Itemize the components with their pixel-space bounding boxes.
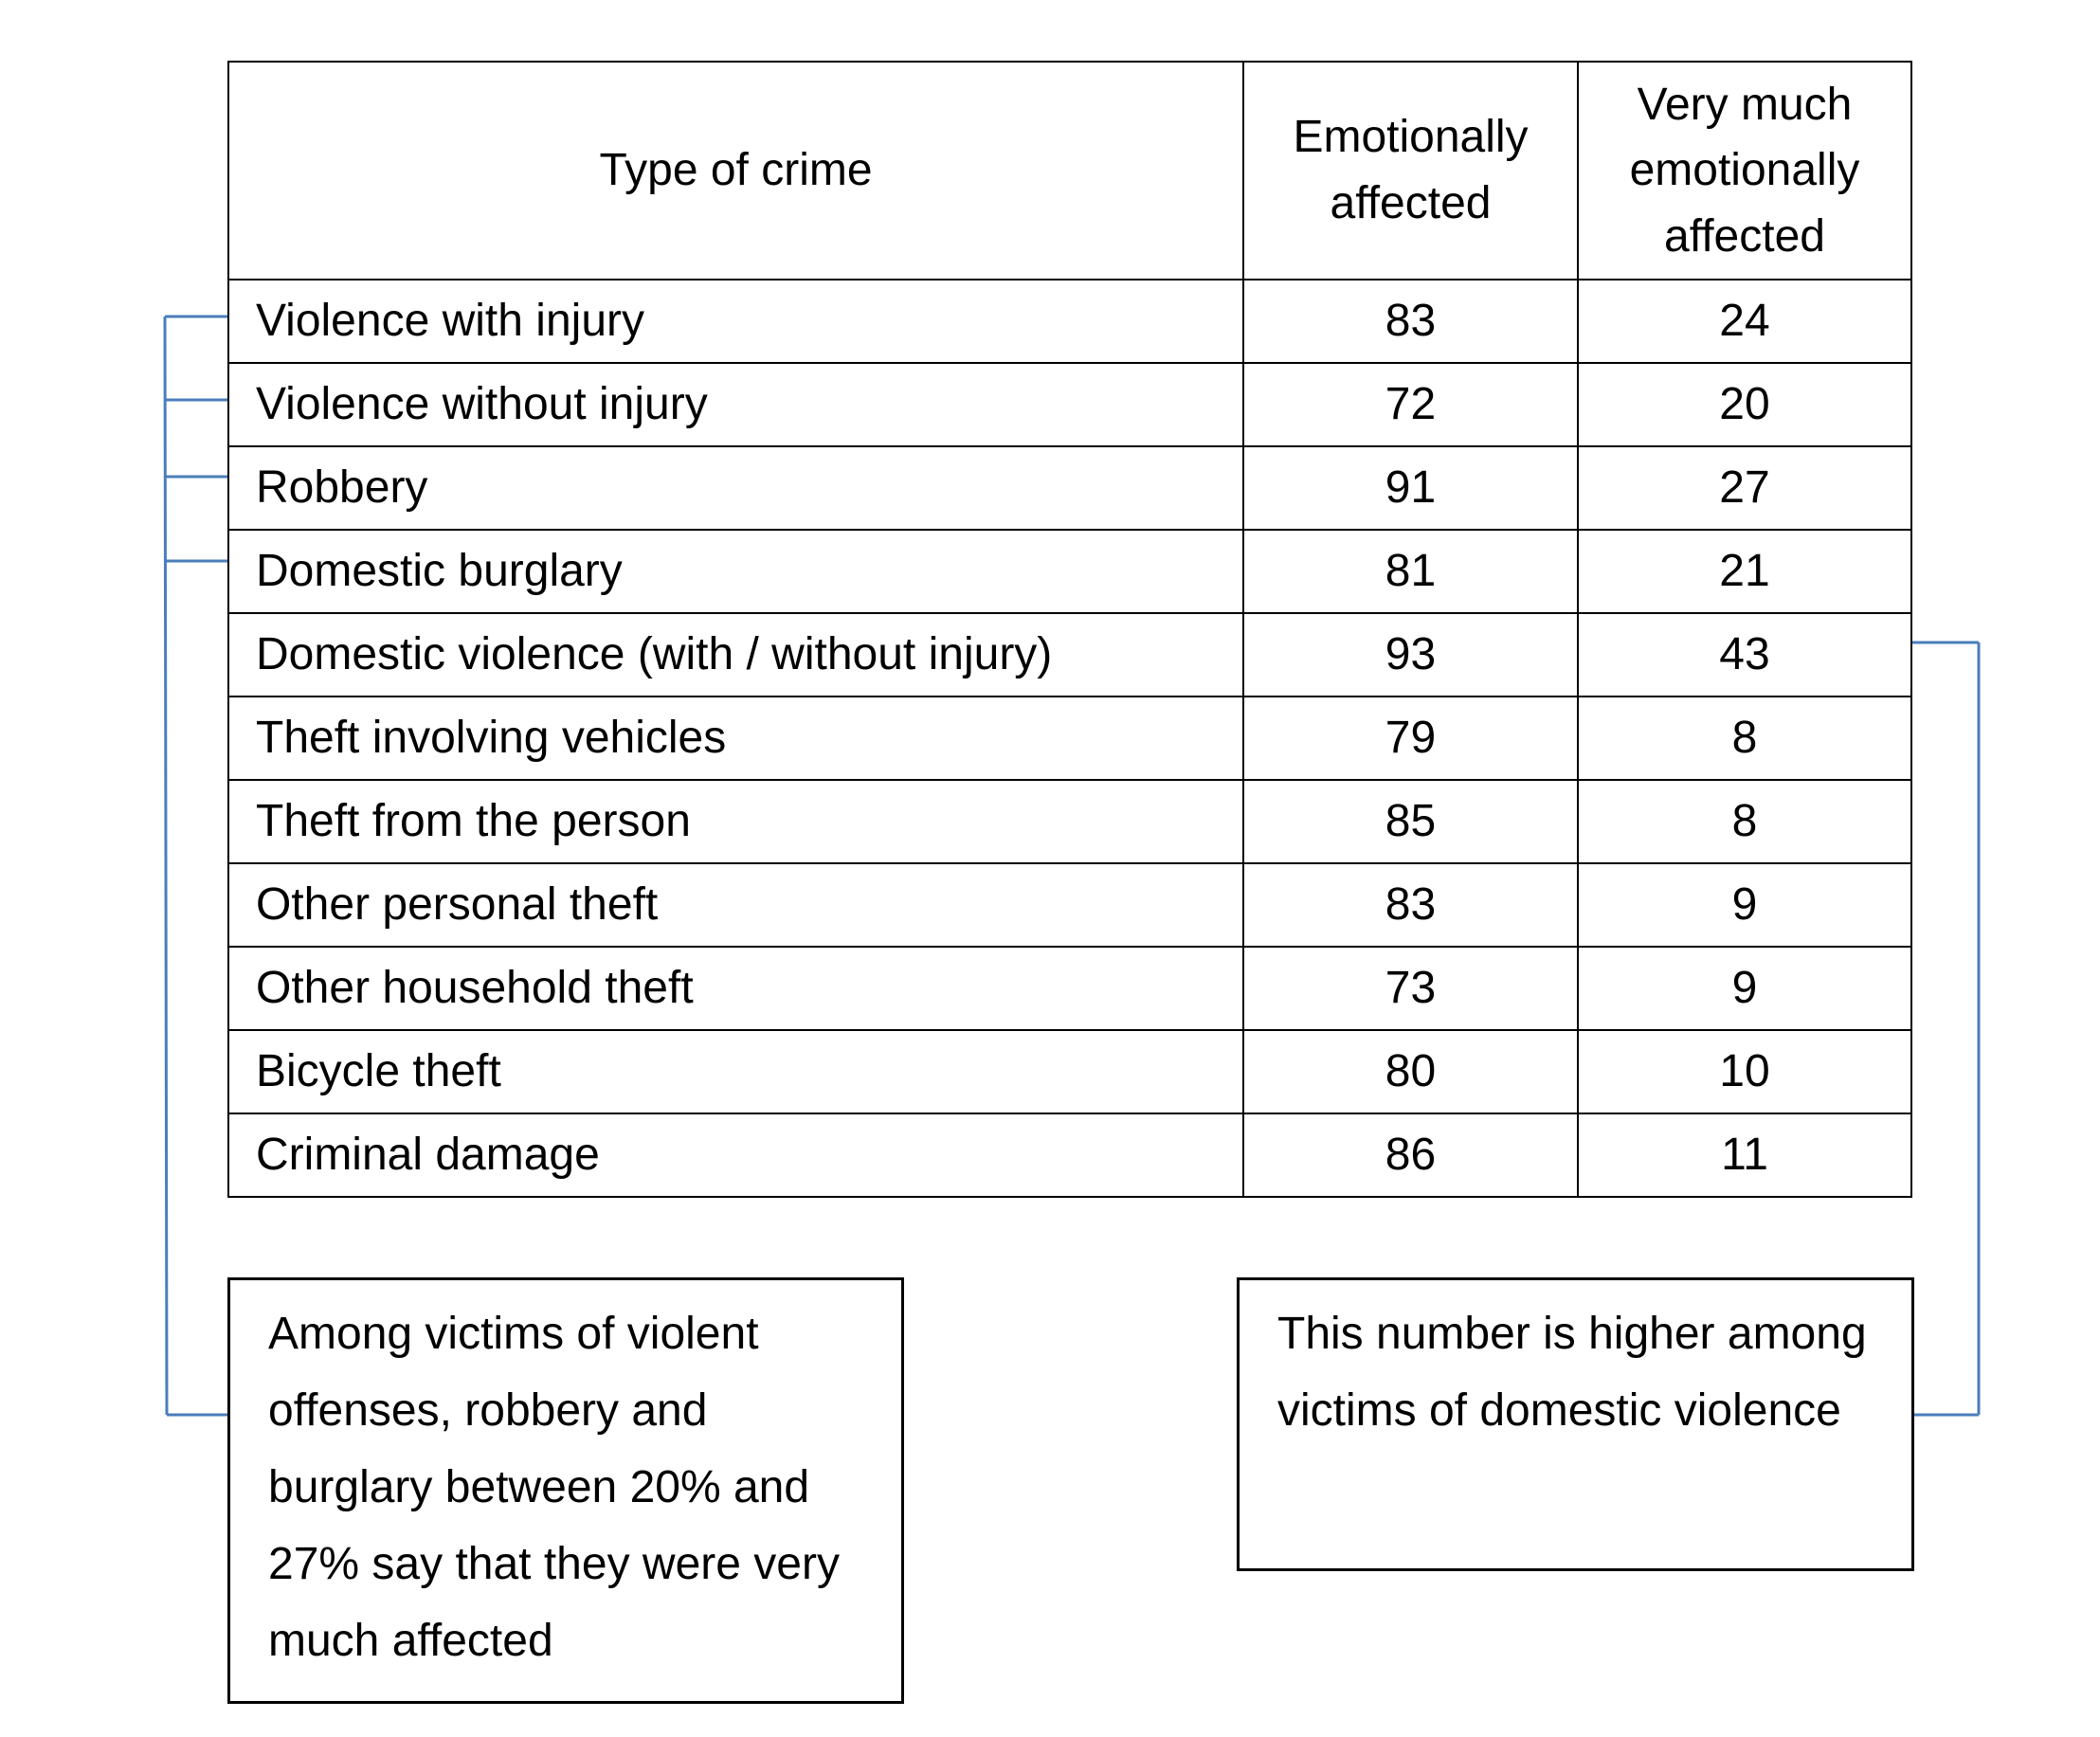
very-much-affected-cell: 11 bbox=[1578, 1113, 1911, 1197]
crime-type-cell: Criminal damage bbox=[228, 1113, 1243, 1197]
header-emotionally-affected: Emotionally affected bbox=[1243, 62, 1578, 280]
left-bracket-connector bbox=[165, 317, 227, 1415]
crime-type-cell: Bicycle theft bbox=[228, 1030, 1243, 1113]
emotionally-affected-cell: 81 bbox=[1243, 530, 1578, 613]
very-much-affected-cell: 10 bbox=[1578, 1030, 1911, 1113]
emotionally-affected-cell: 83 bbox=[1243, 280, 1578, 363]
emotionally-affected-cell: 79 bbox=[1243, 697, 1578, 780]
crime-type-cell: Violence with injury bbox=[228, 280, 1243, 363]
crime-type-cell: Theft from the person bbox=[228, 780, 1243, 863]
emotionally-affected-cell: 91 bbox=[1243, 446, 1578, 530]
crime-type-cell: Other personal theft bbox=[228, 863, 1243, 947]
crime-type-cell: Violence without injury bbox=[228, 363, 1243, 446]
annotation-violent-offenses: Among victims of violent offenses, robbery and burglary between 20% and 27% say that they were very much affected bbox=[227, 1277, 904, 1704]
header-type-of-crime: Type of crime bbox=[228, 62, 1243, 280]
emotionally-affected-cell: 80 bbox=[1243, 1030, 1578, 1113]
crime-type-cell: Domestic violence (with / without injury) bbox=[228, 613, 1243, 697]
annotation-domestic-violence: This number is higher among victims of domestic violence bbox=[1237, 1277, 1914, 1571]
emotionally-affected-cell: 86 bbox=[1243, 1113, 1578, 1197]
crime-type-cell: Other household theft bbox=[228, 947, 1243, 1030]
very-much-affected-cell: 24 bbox=[1578, 280, 1911, 363]
very-much-affected-cell: 8 bbox=[1578, 697, 1911, 780]
crime-type-cell: Domestic burglary bbox=[228, 530, 1243, 613]
emotionally-affected-cell: 73 bbox=[1243, 947, 1578, 1030]
emotionally-affected-cell: 85 bbox=[1243, 780, 1578, 863]
very-much-affected-cell: 8 bbox=[1578, 780, 1911, 863]
very-much-affected-cell: 21 bbox=[1578, 530, 1911, 613]
left-bracket-spine bbox=[165, 317, 167, 1415]
right-bracket-connector bbox=[1912, 642, 1979, 1415]
very-much-affected-cell: 20 bbox=[1578, 363, 1911, 446]
very-much-affected-cell: 27 bbox=[1578, 446, 1911, 530]
emotionally-affected-cell: 72 bbox=[1243, 363, 1578, 446]
very-much-affected-cell: 43 bbox=[1578, 613, 1911, 697]
emotionally-affected-cell: 83 bbox=[1243, 863, 1578, 947]
crime-type-cell: Theft involving vehicles bbox=[228, 697, 1243, 780]
crime-type-cell: Robbery bbox=[228, 446, 1243, 530]
emotionally-affected-cell: 93 bbox=[1243, 613, 1578, 697]
very-much-affected-cell: 9 bbox=[1578, 863, 1911, 947]
header-very-much-affected: Very much emotionally affected bbox=[1578, 62, 1911, 280]
very-much-affected-cell: 9 bbox=[1578, 947, 1911, 1030]
